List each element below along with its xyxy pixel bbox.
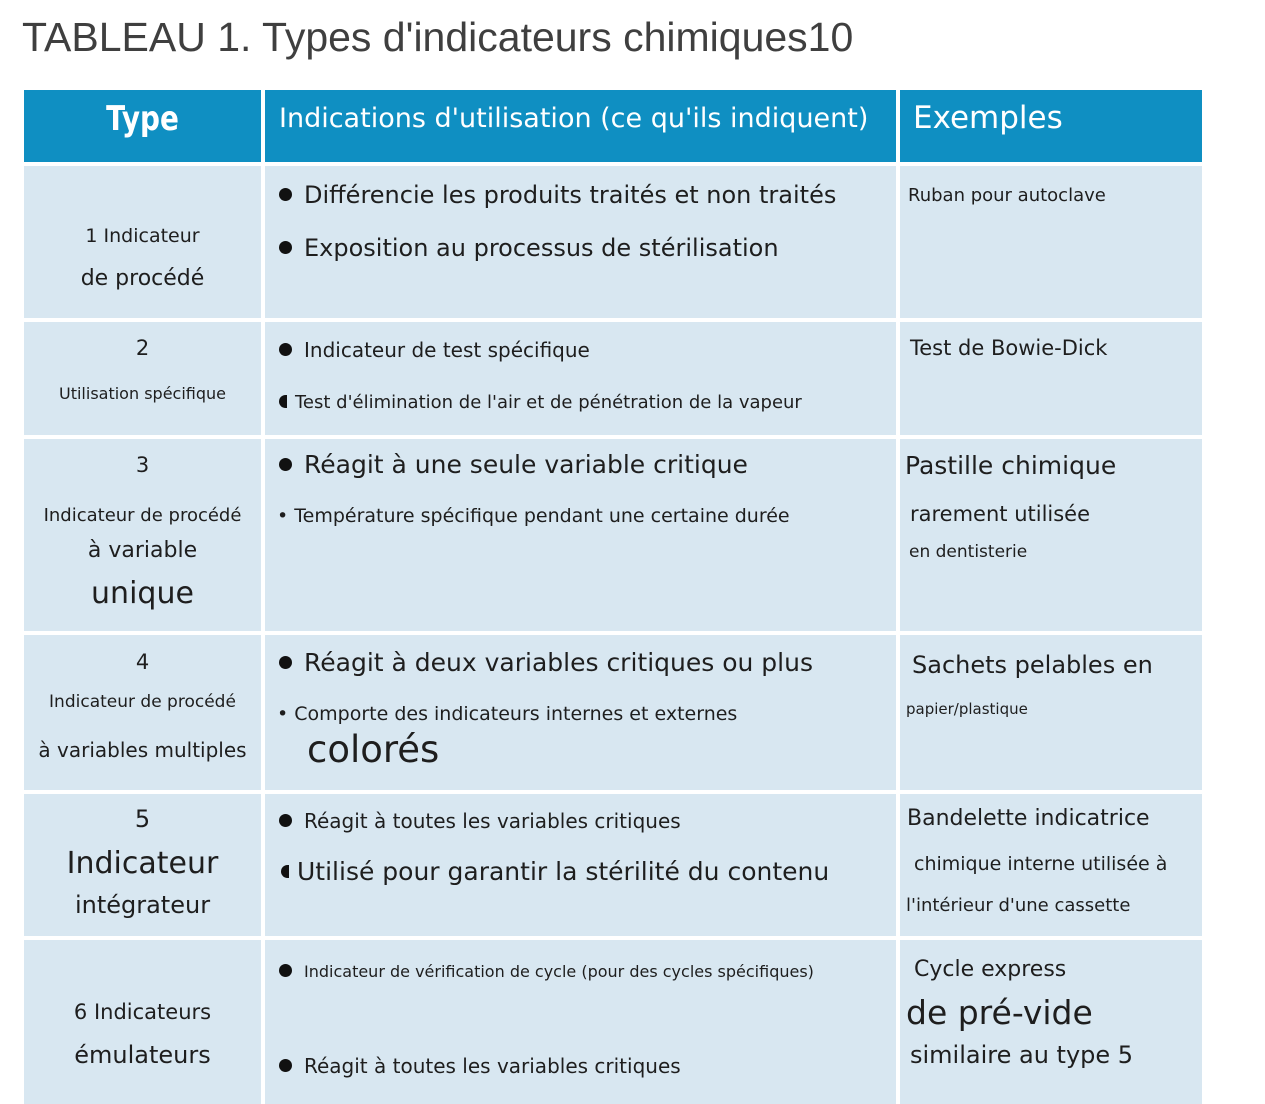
indications-cell-6 <box>265 940 896 1104</box>
bullet-icon <box>279 814 292 827</box>
example-line: Sachets pelables en <box>912 651 1153 679</box>
examples-cell-5 <box>900 794 1202 936</box>
indicator-types-table <box>24 90 1202 1104</box>
examples-cell-2 <box>900 322 1202 435</box>
bullet-icon <box>279 458 292 471</box>
type-line: 3 <box>135 453 150 477</box>
example-line: rarement utilisée <box>910 502 1091 526</box>
example-line: de pré-vide <box>906 993 1093 1032</box>
header-examples-cell <box>900 90 1202 162</box>
type-line: de procédé <box>80 266 205 291</box>
indications-cell-3 <box>265 439 896 631</box>
type-line: émulateurs <box>74 1041 211 1069</box>
bullet-icon <box>279 343 292 356</box>
header-type: Type <box>106 99 179 139</box>
bullet-item: Indicateur de vérification de cycle (pour des cycles spécifiques) <box>279 962 814 981</box>
type-cell-4 <box>24 635 261 790</box>
example-line: papier/plastique <box>906 700 1028 718</box>
header-type-cell <box>24 90 261 162</box>
sub-bullet-continuation: colorés <box>307 728 440 771</box>
sub-bullet-item: • Température spécifique pendant une certaine durée <box>277 505 790 527</box>
examples-cell-1 <box>900 166 1202 318</box>
indications-cell-1 <box>265 166 896 318</box>
example-line: Pastille chimique <box>905 451 1117 480</box>
header-indications-cell <box>265 90 896 162</box>
example-line: chimique interne utilisée à <box>914 853 1168 875</box>
indications-cell-4 <box>265 635 896 790</box>
type-cell-2 <box>24 322 261 435</box>
type-cell-3 <box>24 439 261 631</box>
type-line: Indicateur <box>66 846 219 881</box>
type-line: à variables multiples <box>38 738 247 762</box>
bullet-item: Test d'élimination de l'air et de pénétration de la vapeur <box>279 392 802 413</box>
type-line: Utilisation spécifique <box>59 384 226 403</box>
type-line: intégrateur <box>74 891 211 919</box>
bullet-item: Indicateur de test spécifique <box>279 338 590 362</box>
header-indications: Indications d'utilisation (ce qu'ils indiquent) <box>279 103 869 134</box>
example-line: en dentisterie <box>909 542 1028 562</box>
bullet-item: Exposition au processus de stérilisation <box>279 234 779 262</box>
indications-cell-5 <box>265 794 896 936</box>
example-line: l'intérieur d'une cassette <box>906 895 1131 916</box>
type-line: 1 Indicateur <box>85 225 200 247</box>
bullet-icon <box>279 656 292 669</box>
bullet-item: Réagit à deux variables critiques ou plus <box>279 648 813 677</box>
example-line: Test de Bowie-Dick <box>910 336 1108 360</box>
bullet-item: Réagit à toutes les variables critiques <box>279 1054 681 1078</box>
example-line: Bandelette indicatrice <box>907 806 1150 831</box>
bullet-icon <box>279 188 292 201</box>
bullet-icon <box>279 964 292 977</box>
sub-bullet-item: • Comporte des indicateurs internes et externes <box>277 703 738 725</box>
bullet-icon <box>279 1059 292 1072</box>
type-line: unique <box>91 576 194 611</box>
bullet-partial-icon <box>281 865 289 878</box>
example-line: Ruban pour autoclave <box>908 185 1106 206</box>
type-line: 2 <box>135 336 150 360</box>
bullet-item: Utilisé pour garantir la stérilité du contenu <box>281 857 829 886</box>
type-cell-1 <box>24 166 261 318</box>
type-line: Indicateur de procédé <box>43 505 242 526</box>
examples-cell-6 <box>900 940 1202 1104</box>
bullet-item: Réagit à toutes les variables critiques <box>279 809 681 833</box>
examples-cell-4 <box>900 635 1202 790</box>
header-examples: Exemples <box>913 100 1063 136</box>
type-cell-5 <box>24 794 261 936</box>
bullet-item: Différencie les produits traités et non traités <box>279 181 836 209</box>
bullet-icon <box>279 241 292 254</box>
table-title: TABLEAU 1. Types d'indicateurs chimiques10 <box>22 14 854 60</box>
type-line: 4 <box>135 650 150 674</box>
type-line: 5 <box>134 805 151 833</box>
type-line: Indicateur de procédé <box>49 692 236 712</box>
type-line: à variable <box>87 538 198 563</box>
bullet-item: Réagit à une seule variable critique <box>279 450 748 479</box>
type-line: 6 Indicateurs <box>73 1000 212 1024</box>
example-line: similaire au type 5 <box>910 1041 1134 1069</box>
type-cell-6 <box>24 940 261 1104</box>
indications-cell-2 <box>265 322 896 435</box>
bullet-partial-icon <box>279 395 287 408</box>
examples-cell-3 <box>900 439 1202 631</box>
example-line: Cycle express <box>914 957 1067 982</box>
